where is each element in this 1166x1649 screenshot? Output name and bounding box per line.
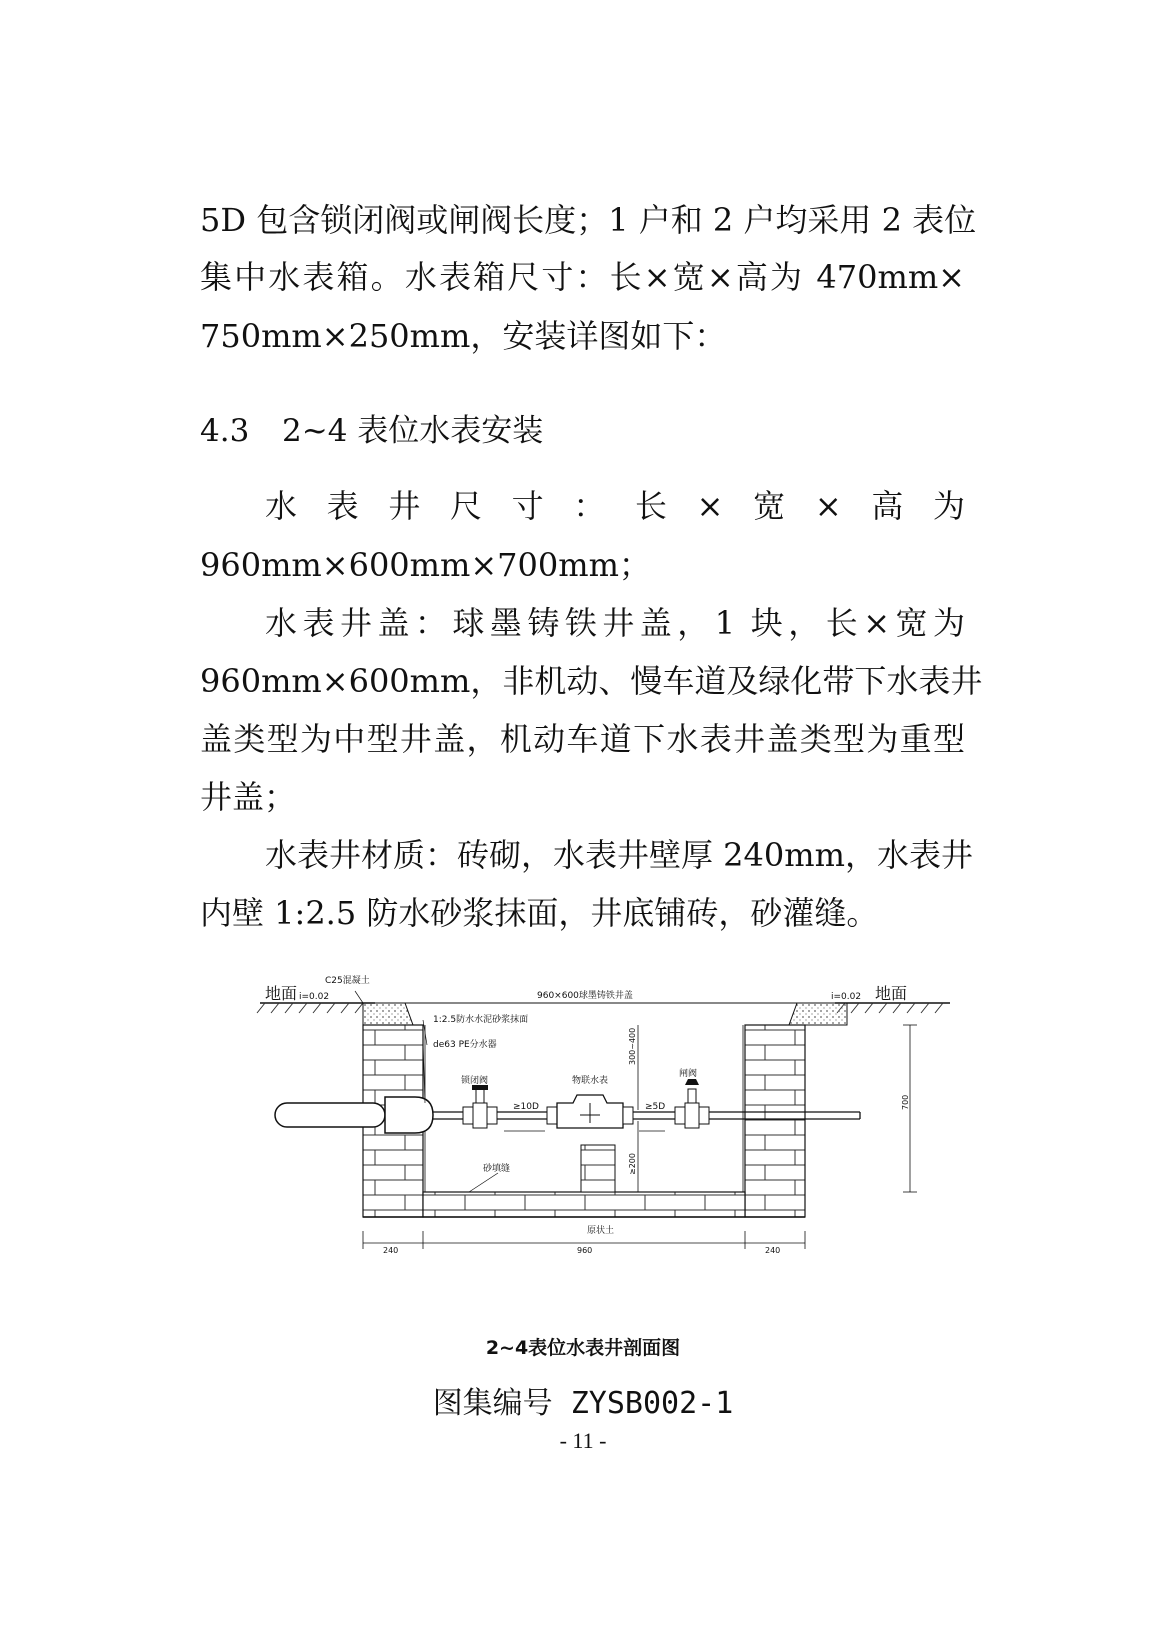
label-mortar: 1:2.5防水水泥砂浆抹面 [433,1015,529,1025]
iot-water-meter [547,1095,633,1128]
paragraph-line: 井盖； [200,778,297,816]
page-number: - 11 - [559,1428,607,1453]
pe-splitter [385,1097,433,1133]
section-number: 4.3 [200,413,250,449]
label-concrete: C25混凝土 [325,976,370,986]
meter-well-section-drawing [255,976,995,1325]
label-sand: 砂填缝 [483,1164,511,1174]
figure-caption: 2~4表位水表井剖面图 [485,1337,681,1359]
section-title: 2~4 表位水表安装 [282,413,544,449]
concrete-collar-right [789,1003,847,1025]
paragraph-line: 960mm×600mm×700mm； [200,546,651,584]
inlet-pipe [275,1103,385,1127]
label-ground-right: 地面 [875,984,908,1003]
atlas-number: 图集编号 ZYSB002-1 [432,1386,734,1421]
paragraph-line: 集中水表箱。水表箱尺寸：长×宽×高为 470mm× [200,258,965,296]
label-cover: 960×600球墨铸铁井盖 [537,991,633,1001]
brick-support [581,1145,615,1192]
paragraph-line: 内壁 1:2.5 防水砂浆抹面，井底铺砖，砂灌缝。 [200,894,879,932]
label-ground-left: 地面 [265,984,298,1003]
label-700: 700 [901,1094,910,1110]
paragraph-line: 750mm×250mm，安装详图如下： [200,317,727,355]
lock-valve [463,1085,497,1128]
ground-hatch-left [257,1003,363,1013]
paragraph-line: 水表井材质：砖砌，水表井壁厚 240mm，水表井 [265,836,973,874]
ground-hatch-right [837,1003,943,1013]
label-10d: ≥10D [513,1102,539,1112]
brick-wall-right [745,1025,805,1217]
section-heading [200,411,965,451]
paragraph-line: 960mm×600mm，非机动、慢车道及绿化带下水表井 [200,662,983,700]
dim-right-value: 240 [765,1246,781,1255]
label-slope-left: i=0.02 [299,992,330,1002]
concrete-collar-left [363,1003,413,1025]
label-200: ≥200 [628,1153,637,1175]
label-gate-valve: 闸阀 [679,1069,698,1079]
label-slope-right: i=0.02 [831,992,862,1002]
dim-left-value: 240 [383,1246,399,1255]
paragraph-line: 盖类型为中型井盖，机动车道下水表井盖类型为重型 [200,720,965,758]
label-splitter: de63 PE分水器 [433,1040,497,1050]
label-5d: ≥5D [645,1102,666,1112]
label-lock-valve: 锁闭阀 [461,1076,489,1086]
paragraph-line: 水表井尺寸：长×宽×高为 [265,487,965,525]
dim-mid-value: 960 [577,1246,593,1255]
paragraph-line: 水表井盖：球墨铸铁井盖，1 块，长×宽为 [265,604,965,642]
label-300-400: 300~400 [628,1027,637,1065]
paragraph-line: 5D 包含锁闭阀或闸阀长度；1 户和 2 户均采用 2 表位 [200,201,977,239]
label-meter: 物联水表 [572,1076,609,1086]
label-soil: 原状土 [587,1226,615,1236]
gate-valve [675,1079,709,1128]
brick-floor [423,1192,745,1217]
